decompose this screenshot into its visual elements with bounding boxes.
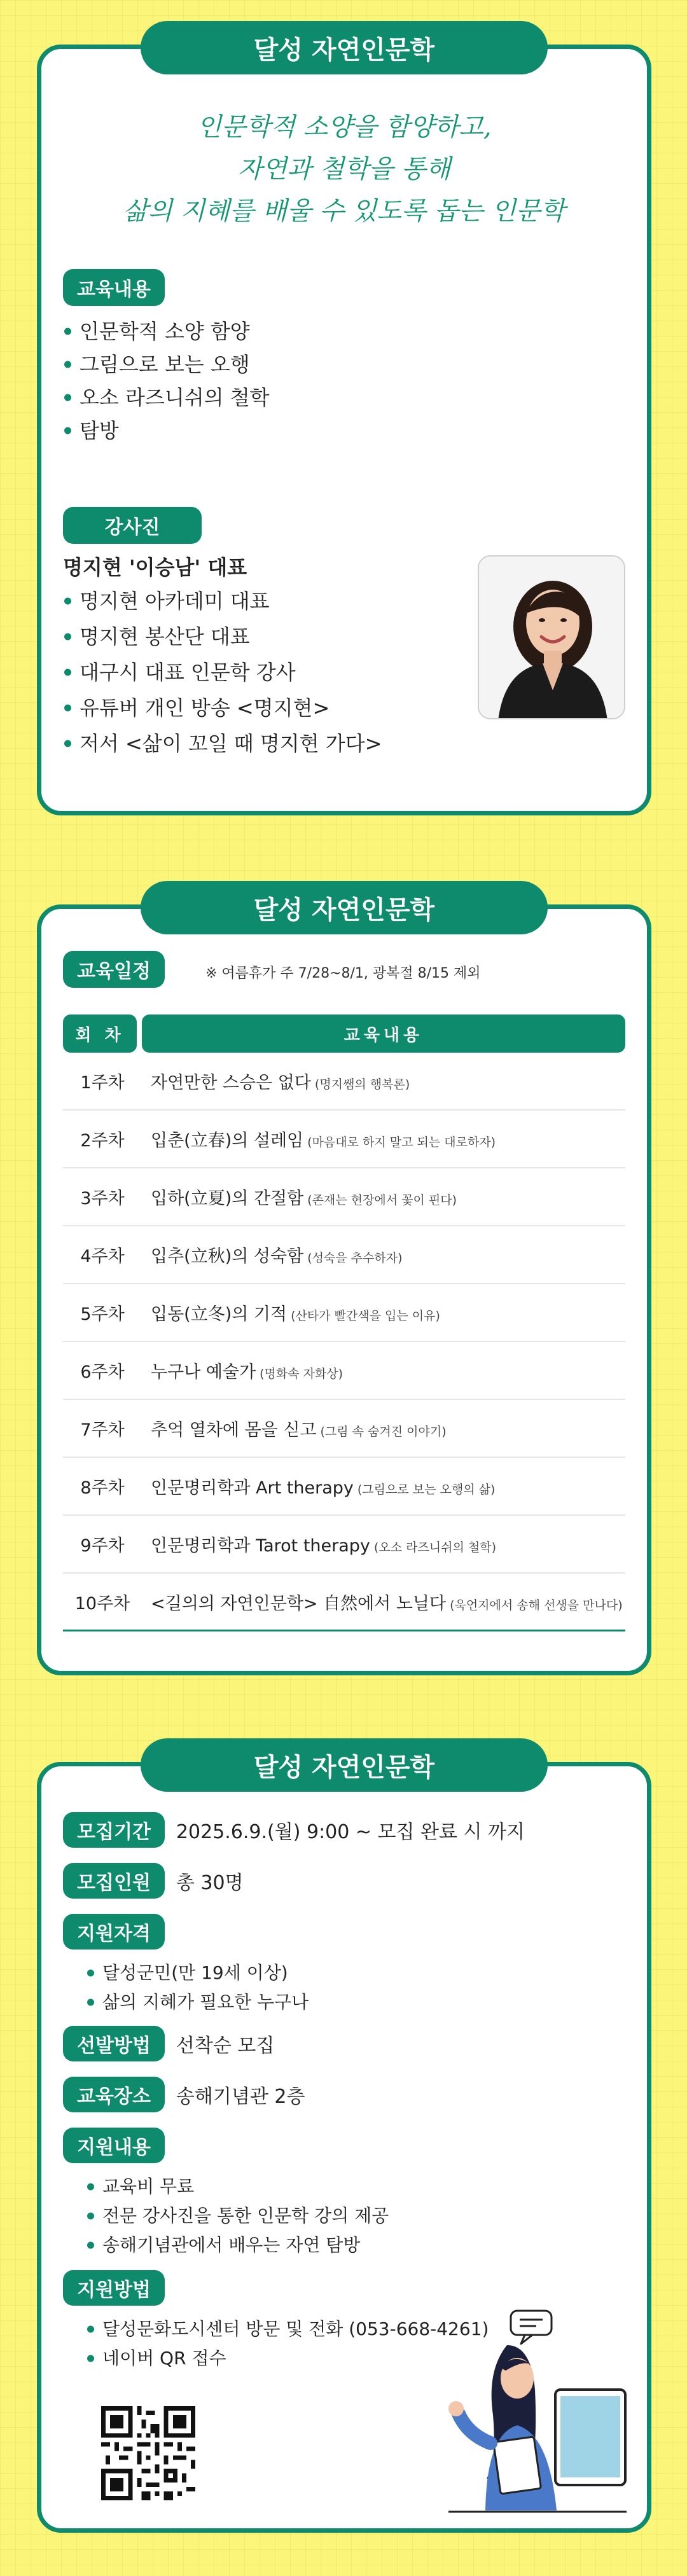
list-item: 인문학적 소양 함양: [63, 315, 270, 348]
schedule-table: [63, 1014, 625, 1631]
week-cell: 10주차: [74, 1593, 130, 1614]
table-row: [63, 1516, 625, 1574]
session-title: 입하(立夏)의 간절함: [151, 1189, 304, 1208]
woman-with-tablet-illustration: [436, 2307, 633, 2517]
period-row: [63, 1812, 525, 1848]
place-row: [63, 2077, 305, 2112]
session-subtitle: (명지쌤의 행복론): [314, 1077, 410, 1091]
week-cell: 7주차: [80, 1420, 125, 1440]
card-title: 달성 자연인문학: [141, 1738, 548, 1792]
session-subtitle: (그림 속 숨겨진 이야기): [320, 1425, 447, 1439]
content-cell: [142, 1589, 625, 1614]
session-title: 입춘(立春)의 설레임: [151, 1131, 304, 1151]
qr-code[interactable]: [101, 2406, 195, 2500]
table-row: [63, 1400, 625, 1458]
count-value: 총 30명: [176, 1872, 244, 1894]
session-subtitle: (존재는 현장에서 꽃이 핀다): [307, 1193, 457, 1207]
intro-text: [41, 106, 647, 232]
qualification-list: [86, 1958, 309, 2017]
apply-list: [86, 2315, 489, 2373]
session-subtitle: (오소 라즈니쉬의 철학): [373, 1541, 497, 1555]
instructor-photo: [478, 555, 625, 719]
content-cell: [142, 1242, 625, 1267]
table-row: [63, 1574, 625, 1631]
edu-content-label: 교육내용: [63, 269, 165, 306]
column-header-content: 교육내용: [142, 1014, 625, 1053]
period-label: 모집기간: [63, 1812, 165, 1848]
week-cell: 4주차: [80, 1247, 125, 1266]
column-header-week: 회 차: [63, 1014, 137, 1053]
instructor-portrait-icon: [479, 557, 625, 719]
support-list: [86, 2172, 389, 2260]
selection-value: 선착순 모집: [176, 2035, 275, 2057]
table-header: [63, 1014, 625, 1053]
intro-line: 인문학적 소양을 함양하고,: [197, 113, 492, 142]
selection-row: [63, 2026, 274, 2061]
session-title: 추억 열차에 몸을 싣고: [151, 1420, 317, 1440]
table-row: [63, 1342, 625, 1400]
table-row: [63, 1226, 625, 1284]
week-cell: 2주차: [80, 1131, 125, 1151]
list-item: 유튜버 개인 방송 <명지현>: [63, 690, 382, 726]
intro-line: 자연과 철학을 통해: [237, 155, 451, 184]
qualification-row: [63, 1914, 165, 1949]
content-cell: [142, 1300, 625, 1325]
table-row: [63, 1053, 625, 1111]
list-item: 그림으로 보는 오행: [63, 348, 270, 381]
intro-line: 삶의 지혜를 배울 수 있도록 돕는 인문학: [123, 197, 566, 226]
list-item: 달성문화도시센터 방문 및 전화 (053-668-4261): [86, 2315, 489, 2344]
qr-code-icon: [101, 2406, 195, 2500]
count-row: [63, 1863, 244, 1899]
week-cell: 1주차: [80, 1073, 125, 1093]
qualification-label: 지원자격: [63, 1914, 165, 1949]
list-item: 저서 <삶이 꼬일 때 명지현 가다>: [63, 726, 382, 761]
period-value: 2025.6.9.(월) 9:00 ~ 모집 완료 시 까지: [176, 1821, 525, 1843]
table-body: [63, 1053, 625, 1631]
session-title: 자연만한 스승은 없다: [151, 1073, 311, 1093]
content-cell: [142, 1474, 625, 1499]
content-cell: [142, 1126, 625, 1151]
list-item: 교육비 무료: [86, 2172, 389, 2201]
place-value: 송해기념관 2층: [176, 2086, 305, 2108]
list-item: 달성군민(만 19세 이상): [86, 1958, 309, 1988]
list-item: 오소 라즈니쉬의 철학: [63, 381, 270, 414]
session-title: 인문명리학과 Art therapy: [151, 1478, 354, 1498]
week-cell: 9주차: [80, 1536, 125, 1556]
week-cell: 5주차: [80, 1305, 125, 1324]
instructor-label: 강사진: [63, 507, 202, 544]
support-row: [63, 2128, 165, 2163]
card-title: 달성 자연인문학: [141, 21, 548, 74]
session-subtitle: (성숙을 추수하자): [307, 1251, 403, 1265]
selection-label: 선발방법: [63, 2026, 165, 2061]
instructor-list: [63, 583, 382, 761]
session-subtitle: (명화속 자화상): [260, 1367, 344, 1381]
instructor-name: 명지현 '이승남' 대표: [63, 555, 247, 579]
session-title: 인문명리학과 Tarot therapy: [151, 1536, 370, 1556]
list-item: 송해기념관에서 배우는 자연 탐방: [86, 2231, 389, 2260]
woman-illustration-icon: [436, 2307, 633, 2517]
table-row: [63, 1284, 625, 1342]
list-item: 탐방: [63, 414, 270, 447]
table-row: [63, 1168, 625, 1226]
content-cell: [142, 1416, 625, 1441]
content-cell: [142, 1532, 625, 1556]
content-cell: [142, 1184, 625, 1209]
session-subtitle: (산타가 빨간색을 입는 이유): [291, 1309, 440, 1323]
week-cell: 6주차: [80, 1362, 125, 1382]
list-item: 네이버 QR 접수: [86, 2344, 489, 2373]
edu-content-list: [63, 315, 270, 447]
apply-row: [63, 2270, 165, 2306]
apply-label: 지원방법: [63, 2270, 165, 2306]
session-subtitle: (마음대로 하지 말고 되는 대로하자): [307, 1135, 496, 1149]
count-label: 모집인원: [63, 1863, 165, 1899]
session-title: 입동(立冬)의 기적: [151, 1305, 288, 1324]
session-title: 누구나 예술가: [151, 1362, 256, 1382]
intro-card: [37, 35, 651, 815]
list-item: 전문 강사진을 통한 인문학 강의 제공: [86, 2201, 389, 2231]
list-item: 삶의 지혜가 필요한 누구나: [86, 1988, 309, 2017]
schedule-label: 교육일정: [63, 951, 165, 988]
session-subtitle: (그림으로 보는 오행의 삶): [357, 1483, 496, 1497]
recruitment-card: [37, 1752, 651, 2533]
table-row: [63, 1458, 625, 1516]
table-row: [63, 1111, 625, 1168]
list-item: 대구시 대표 인문학 강사: [63, 654, 382, 690]
week-cell: 3주차: [80, 1189, 125, 1208]
session-subtitle: (욱언지에서 송해 선생을 만나다): [450, 1598, 623, 1612]
list-item: 명지현 봉산단 대표: [63, 619, 382, 654]
place-label: 교육장소: [63, 2077, 165, 2112]
schedule-card: [37, 895, 651, 1675]
card-title: 달성 자연인문학: [141, 881, 548, 934]
session-title: 입추(立秋)의 성숙함: [151, 1247, 304, 1266]
session-title: <길의의 자연인문학> 自然에서 노닐다: [151, 1593, 447, 1614]
content-cell: [142, 1358, 625, 1383]
support-label: 지원내용: [63, 2128, 165, 2163]
schedule-note: ※ 여름휴가 주 7/28~8/1, 광복절 8/15 제외: [205, 966, 481, 981]
week-cell: 8주차: [80, 1478, 125, 1498]
content-cell: [142, 1069, 625, 1093]
list-item: 명지현 아카데미 대표: [63, 583, 382, 619]
